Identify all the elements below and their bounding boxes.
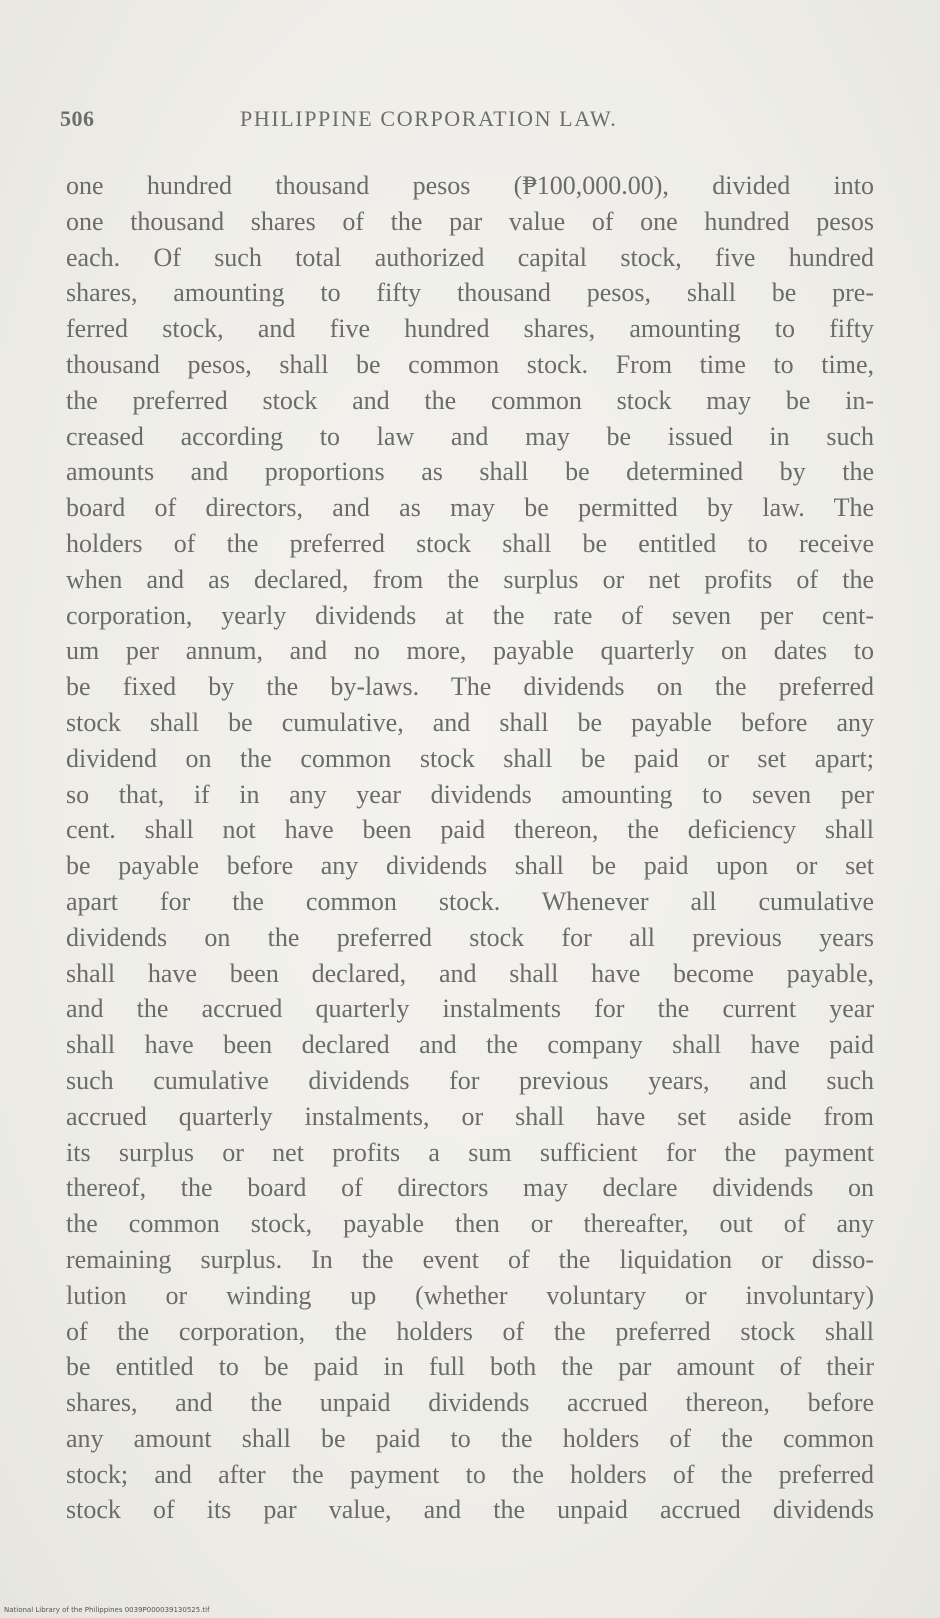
text-line: apart for the common stock. Whenever all cumulative: [66, 886, 874, 916]
text-line: of the corporation, the holders of the preferred stock shall: [66, 1316, 874, 1346]
running-title: PHILIPPINE CORPORATION LAW.: [240, 106, 618, 131]
text-line: so that, if in any year dividends amounting to seven per: [66, 779, 874, 809]
text-line: um per annum, and no more, payable quarterly on dates to: [66, 636, 874, 666]
text-line: shall have been declared, and shall have become payable,: [66, 958, 874, 988]
text-line: cent. shall not have been paid thereon, the deficiency shall: [66, 815, 874, 845]
text-line: one hundred thousand pesos (₱100,000.00), divided into: [66, 171, 874, 200]
text-line: such cumulative dividends for previous years, and such: [66, 1065, 874, 1095]
text-line: thousand pesos, shall be common stock. From time to time,: [66, 349, 874, 379]
text-line: shall have been declared and the company shall have paid: [66, 1030, 874, 1060]
text-line: stock shall be cumulative, and shall be payable before any: [66, 707, 874, 737]
text-line: when and as declared, from the surplus or net profits of the: [66, 564, 874, 594]
text-line: remaining surplus. In the event of the liquidation or disso-: [66, 1244, 874, 1274]
text-line: be fixed by the by-laws. The dividends on the preferred: [66, 672, 874, 702]
text-line: dividend on the common stock shall be paid or set apart;: [66, 743, 874, 773]
text-line: shares, amounting to fifty thousand pesos, shall be pre-: [66, 278, 874, 308]
text-line: creased according to law and may be issued in such: [66, 421, 874, 451]
text-line: corporation, yearly dividends at the rate of seven per cent-: [66, 600, 874, 630]
text-line: thereof, the board of directors may declare dividends on: [66, 1173, 874, 1203]
text-line: each. Of such total authorized capital stock, five hundred: [66, 242, 874, 272]
text-line: lution or winding up (whether voluntary or involuntary): [66, 1280, 874, 1310]
archive-stamp: National Library of the Philippines 0039P000039130525.tif: [4, 1606, 210, 1614]
page-header: [60, 106, 880, 136]
text-line: its surplus or net profits a sum sufficient for the payment: [66, 1137, 874, 1167]
text-line: amounts and proportions as shall be determined by the: [66, 457, 874, 487]
text-line: stock; and after the payment to the holders of the preferred: [66, 1459, 874, 1489]
text-line: be entitled to be paid in full both the par amount of their: [66, 1352, 874, 1382]
text-line: one thousand shares of the par value of one hundred pesos: [66, 206, 874, 236]
page-number: 506: [60, 106, 95, 131]
text-line: the preferred stock and the common stock may be in-: [66, 385, 874, 415]
text-line: accrued quarterly instalments, or shall have set aside from: [66, 1101, 874, 1131]
text-line: the common stock, payable then or thereafter, out of any: [66, 1209, 874, 1239]
body-text: [66, 168, 874, 1528]
text-line: any amount shall be paid to the holders of the common: [66, 1423, 874, 1453]
text-line: board of directors, and as may be permitted by law. The: [66, 493, 874, 523]
text-line: shares, and the unpaid dividends accrued thereon, before: [66, 1388, 874, 1418]
text-line: dividends on the preferred stock for all previous years: [66, 922, 874, 952]
text-line: and the accrued quarterly instalments for the current year: [66, 994, 874, 1024]
text-line: ferred stock, and five hundred shares, amounting to fifty: [66, 314, 874, 344]
text-line: be payable before any dividends shall be paid upon or set: [66, 851, 874, 881]
text-line: stock of its par value, and the unpaid accrued dividends: [66, 1495, 874, 1525]
text-line: holders of the preferred stock shall be entitled to receive: [66, 528, 874, 558]
